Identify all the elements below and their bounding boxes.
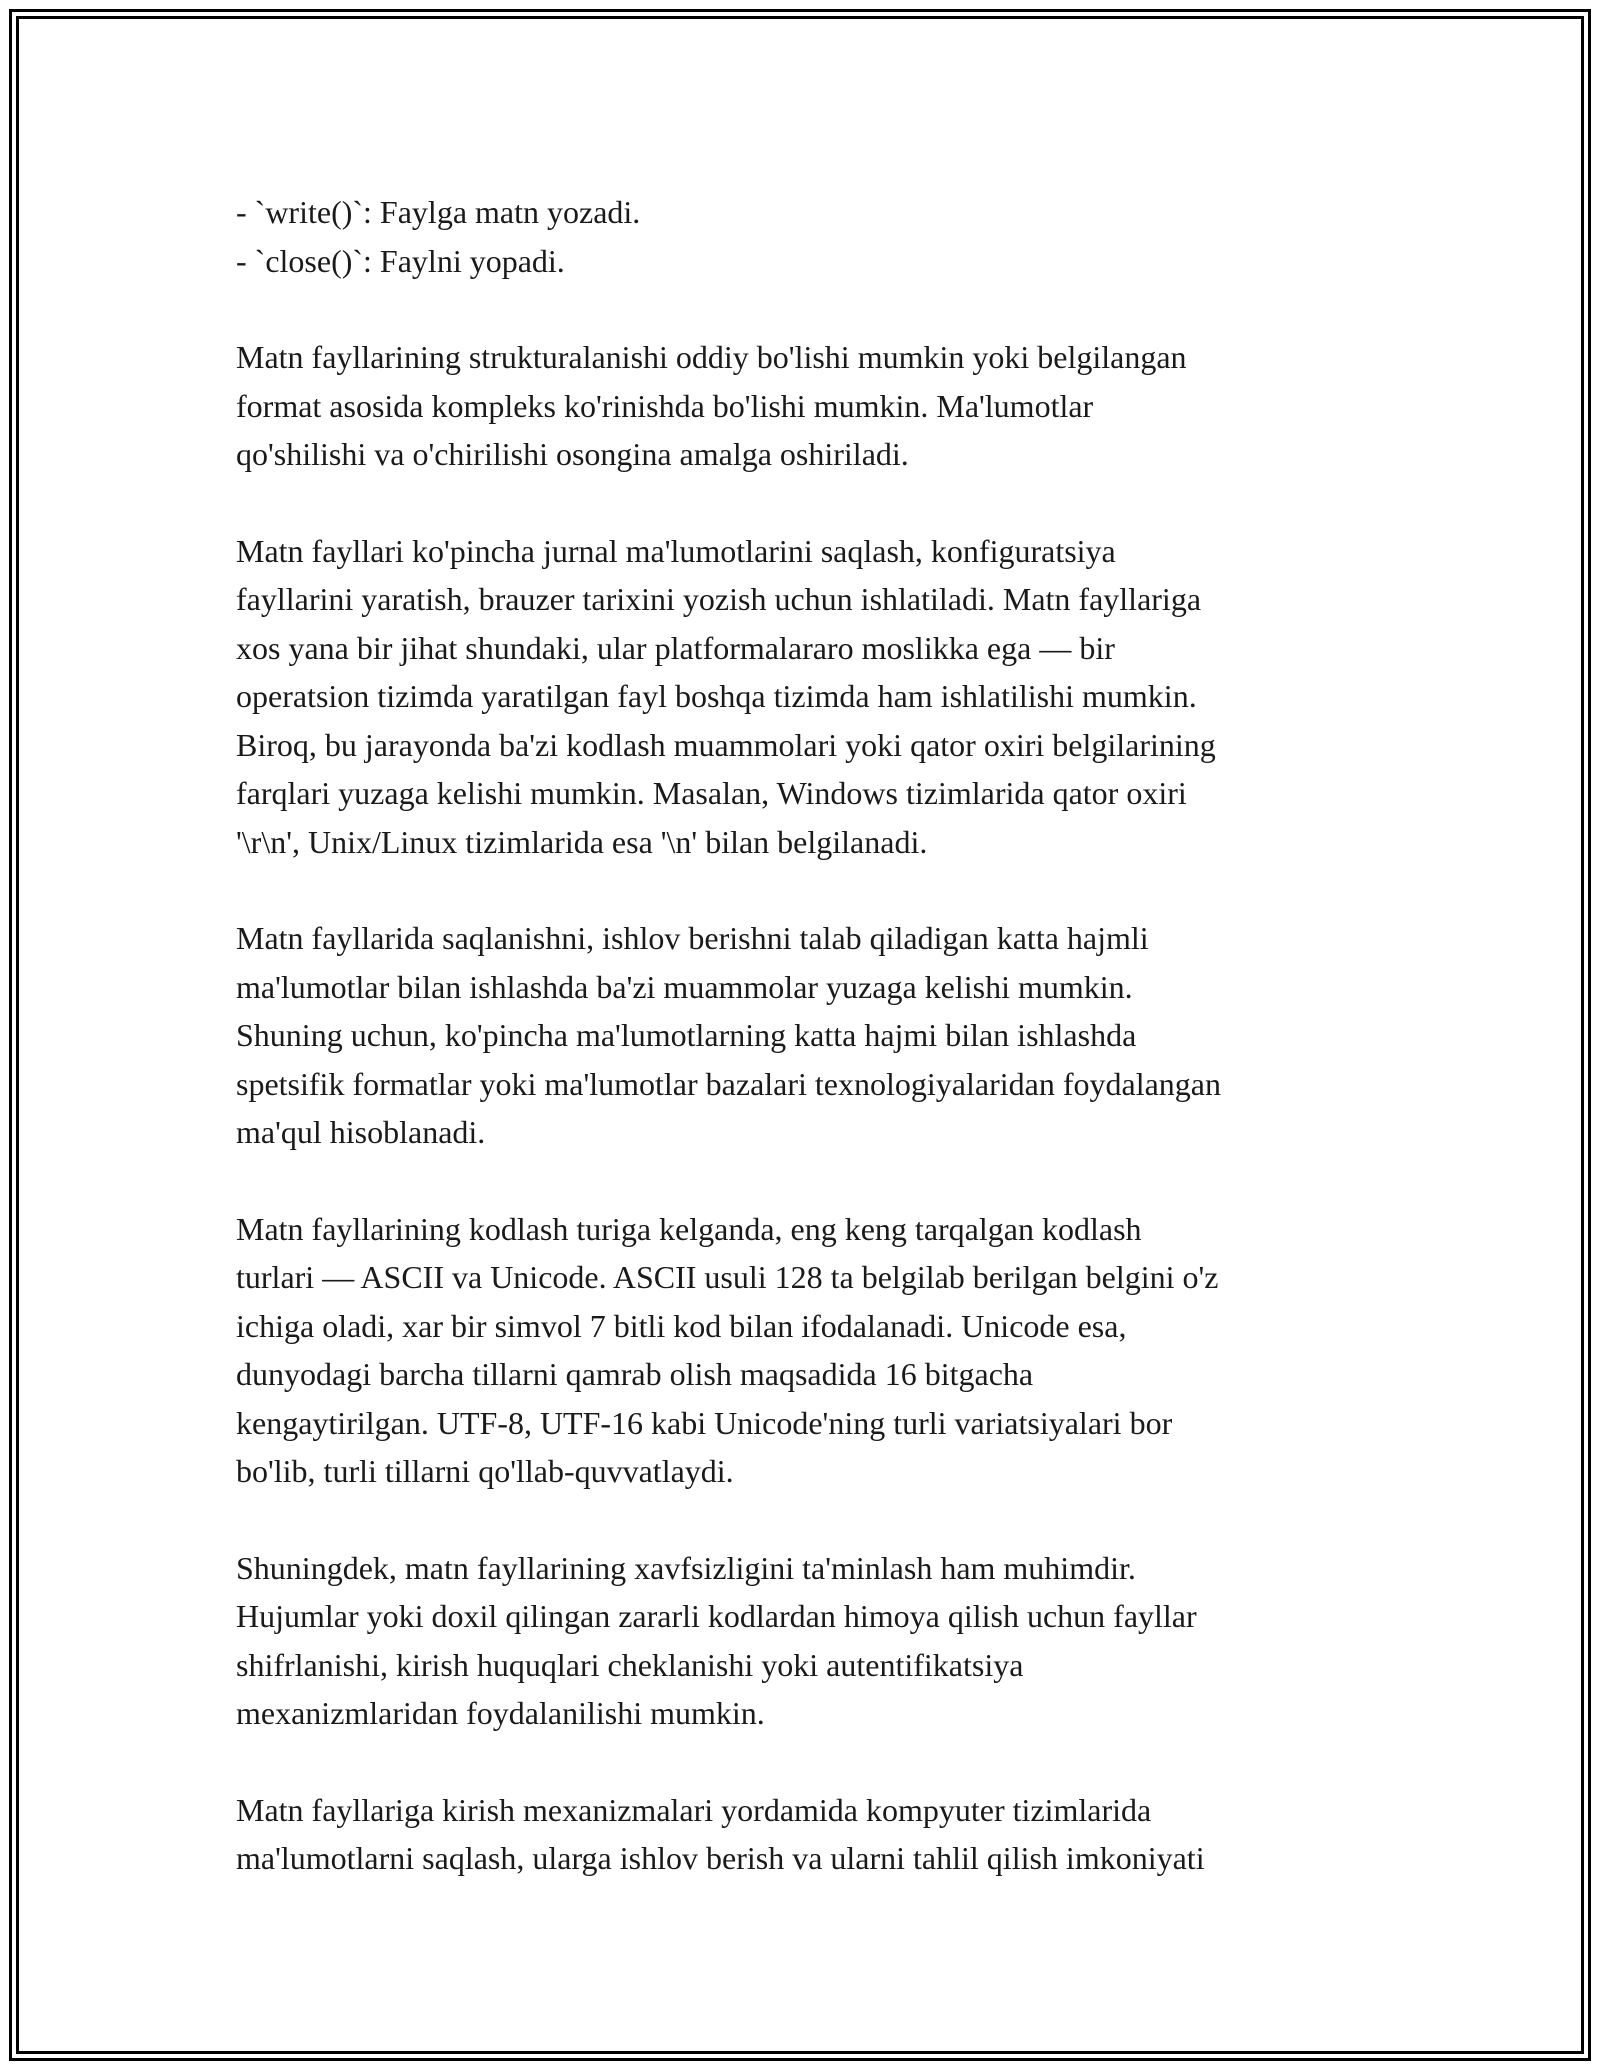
- text-line: farqlari yuzaga kelishi mumkin. Masalan, Windows tizimlarida qator oxiri: [236, 775, 1187, 811]
- text-line: Shuning uchun, ko'pincha ma'lumotlarning katta hajmi bilan ishlashda: [236, 1017, 1137, 1053]
- text-line: ichiga oladi, xar bir simvol 7 bitli kod bilan ifodalanadi. Unicode esa,: [236, 1307, 1127, 1344]
- text-line: Matn fayllarida saqlanishni, ishlov berishni talab qiladigan katta hajmli: [236, 920, 1149, 956]
- text-line: Biroq, bu jarayonda ba'zi kodlash muammolari yoki qator oxiri belgilarining: [236, 726, 1216, 763]
- document-body: [236, 188, 1386, 1931]
- text-line: mexanizmlaridan foydalanilishi mumkin.: [236, 1695, 765, 1731]
- paragraph: [236, 1544, 1386, 1738]
- paragraph: [236, 527, 1386, 867]
- text-line: dunyodagi barcha tillarni qamrab olish maqsadida 16 bitgacha: [236, 1356, 1034, 1392]
- paragraph: [236, 1786, 1386, 1883]
- text-line: Hujumlar yoki doxil qilingan zararli kodlardan himoya qilish uchun fayllar: [236, 1598, 1197, 1634]
- text-line: Matn fayllari ko'pincha jurnal ma'lumotlarini saqlash, konfiguratsiya: [236, 532, 1116, 569]
- paragraph: [236, 333, 1386, 479]
- text-line: kengaytirilgan. UTF-8, UTF-16 kabi Unicode'ning turli variatsiyalari bor: [236, 1404, 1173, 1441]
- bullet-item: - `write()`: Faylga matn yozadi.: [236, 194, 641, 230]
- paragraph: [236, 914, 1386, 1157]
- text-line: Matn fayllarining strukturalanishi oddiy bo'lishi mumkin yoki belgilangan: [236, 339, 1187, 375]
- text-line: Matn fayllarining kodlash turiga kelganda, eng keng tarqalgan kodlash: [236, 1210, 1142, 1247]
- text-line: ma'lumotlarni saqlash, ularga ishlov berish va ularni tahlil qilish imkoniyati: [236, 1840, 1205, 1876]
- text-line: spetsifik formatlar yoki ma'lumotlar bazalari texnologiyalaridan foydalangan: [236, 1065, 1221, 1102]
- bullet-list: [236, 188, 1386, 285]
- text-line: shifrlanishi, kirish huquqlari cheklanishi yoki autentifikatsiya: [236, 1646, 1024, 1683]
- text-line: ma'qul hisoblanadi.: [236, 1114, 486, 1150]
- text-line: operatsion tizimda yaratilgan fayl boshqa tizimda ham ishlatilishi mumkin.: [236, 678, 1197, 714]
- text-line: Shuningdek, matn fayllarining xavfsizligini ta'minlash ham muhimdir.: [236, 1549, 1136, 1586]
- text-line: qo'shilishi va o'chirilishi osongina amalga oshiriladi.: [236, 436, 909, 472]
- text-line: fayllarini yaratish, brauzer tarixini yozish uchun ishlatiladi. Matn fayllariga: [236, 581, 1202, 617]
- text-line: ma'lumotlar bilan ishlashda ba'zi muammolar yuzaga kelishi mumkin.: [236, 968, 1133, 1005]
- text-line: format asosida kompleks ko'rinishda bo'lishi mumkin. Ma'lumotlar: [236, 387, 1094, 424]
- text-line: '\r\n', Unix/Linux tizimlarida esa '\n' bilan belgilanadi.: [236, 823, 928, 860]
- text-line: turlari — ASCII va Unicode. ASCII usuli 128 ta belgilab berilgan belgini o'z: [236, 1259, 1219, 1295]
- text-line: xos yana bir jihat shundaki, ular platformalararo moslikka ega — bir: [236, 629, 1115, 666]
- text-line: bo'lib, turli tillarni qo'llab-quvvatlaydi.: [236, 1453, 734, 1489]
- paragraph: [236, 1205, 1386, 1496]
- text-line: Matn fayllariga kirish mexanizmalari yordamida kompyuter tizimlarida: [236, 1791, 1152, 1828]
- bullet-item: - `close()`: Faylni yopadi.: [236, 242, 565, 279]
